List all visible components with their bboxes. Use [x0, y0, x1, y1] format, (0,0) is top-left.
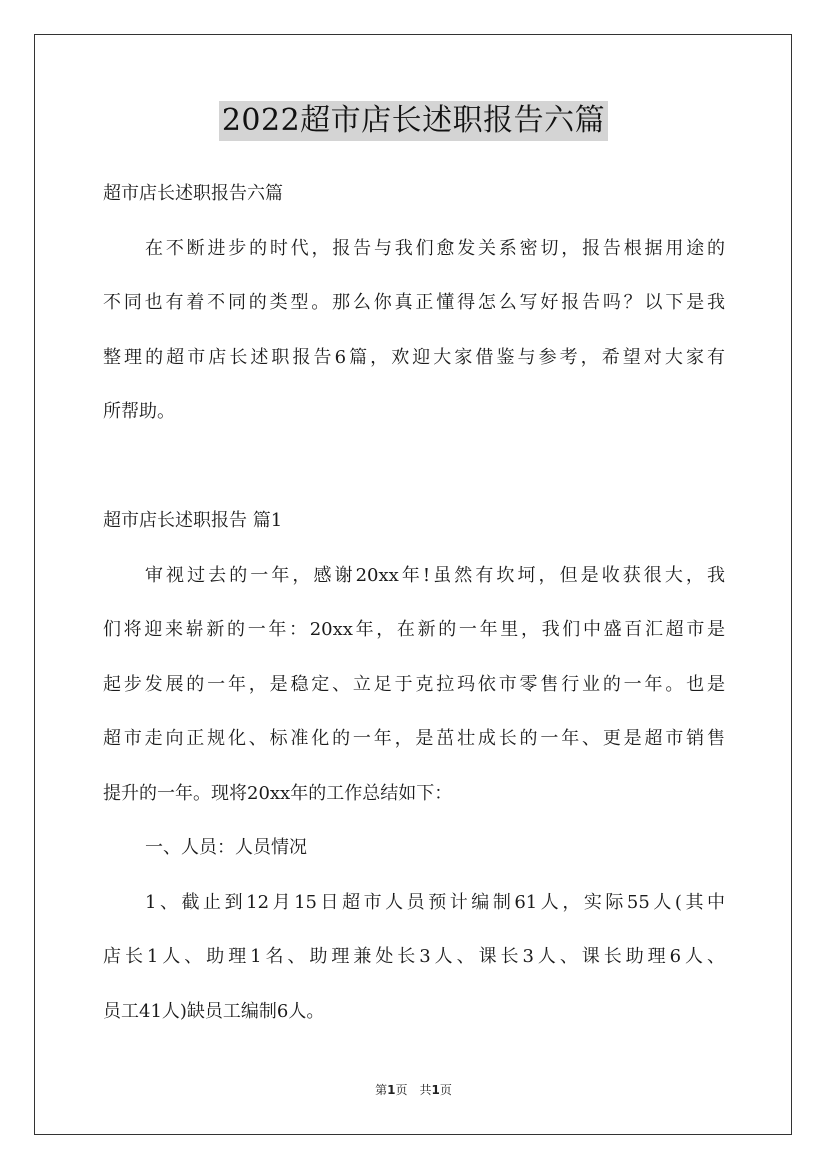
intro-line: 整理的超市店长述职报告6篇，欢迎大家借鉴与参考，希望对大家有 — [103, 346, 725, 368]
document-subtitle: 超市店长述职报告六篇 — [103, 183, 283, 204]
footer-middle: 页 共 — [395, 1083, 432, 1097]
page-footer — [0, 1081, 827, 1098]
section-line: 们将迎来崭新的一年：20xx年，在新的一年里，我们中盛百汇超市是 — [103, 619, 725, 640]
document-title: 2022超市店长述职报告六篇 — [219, 101, 608, 141]
title-wrap — [0, 101, 827, 141]
section-line: 提升的一年。现将20xx年的工作总结如下： — [103, 782, 453, 804]
intro-line: 不同也有着不同的类型。那么你真正懂得怎么写好报告吗？以下是我 — [103, 292, 725, 313]
section-line: 起步发展的一年，是稳定、立足于克拉玛依市零售行业的一年。也是 — [103, 673, 725, 695]
section-line: 超市走向正规化、标准化的一年，是茁壮成长的一年、更是超市销售 — [103, 728, 725, 749]
intro-line: 在不断进步的时代，报告与我们愈发关系密切，报告根据用途的 — [145, 237, 725, 259]
item-line: 1、截止到12月15日超市人员预计编制61人，实际55人(其中 — [145, 891, 725, 913]
subheading: 一、人员：人员情况 — [145, 837, 307, 858]
item-line: 员工41人)缺员工编制6人。 — [103, 1000, 325, 1022]
item-line: 店长1人、助理1名、助理兼处长3人、课长3人、课长助理6人、 — [103, 946, 725, 967]
section-line: 审视过去的一年，感谢20xx年!虽然有坎坷，但是收获很大，我 — [145, 564, 725, 586]
footer-suffix: 页 — [439, 1083, 452, 1097]
footer-page-number: 1 — [387, 1083, 396, 1097]
footer-total-pages: 1 — [431, 1083, 440, 1097]
section-heading: 超市店长述职报告 篇1 — [103, 510, 283, 531]
footer-prefix: 第 — [375, 1083, 388, 1097]
document-body — [103, 176, 725, 1048]
intro-line: 所帮助。 — [103, 401, 175, 422]
